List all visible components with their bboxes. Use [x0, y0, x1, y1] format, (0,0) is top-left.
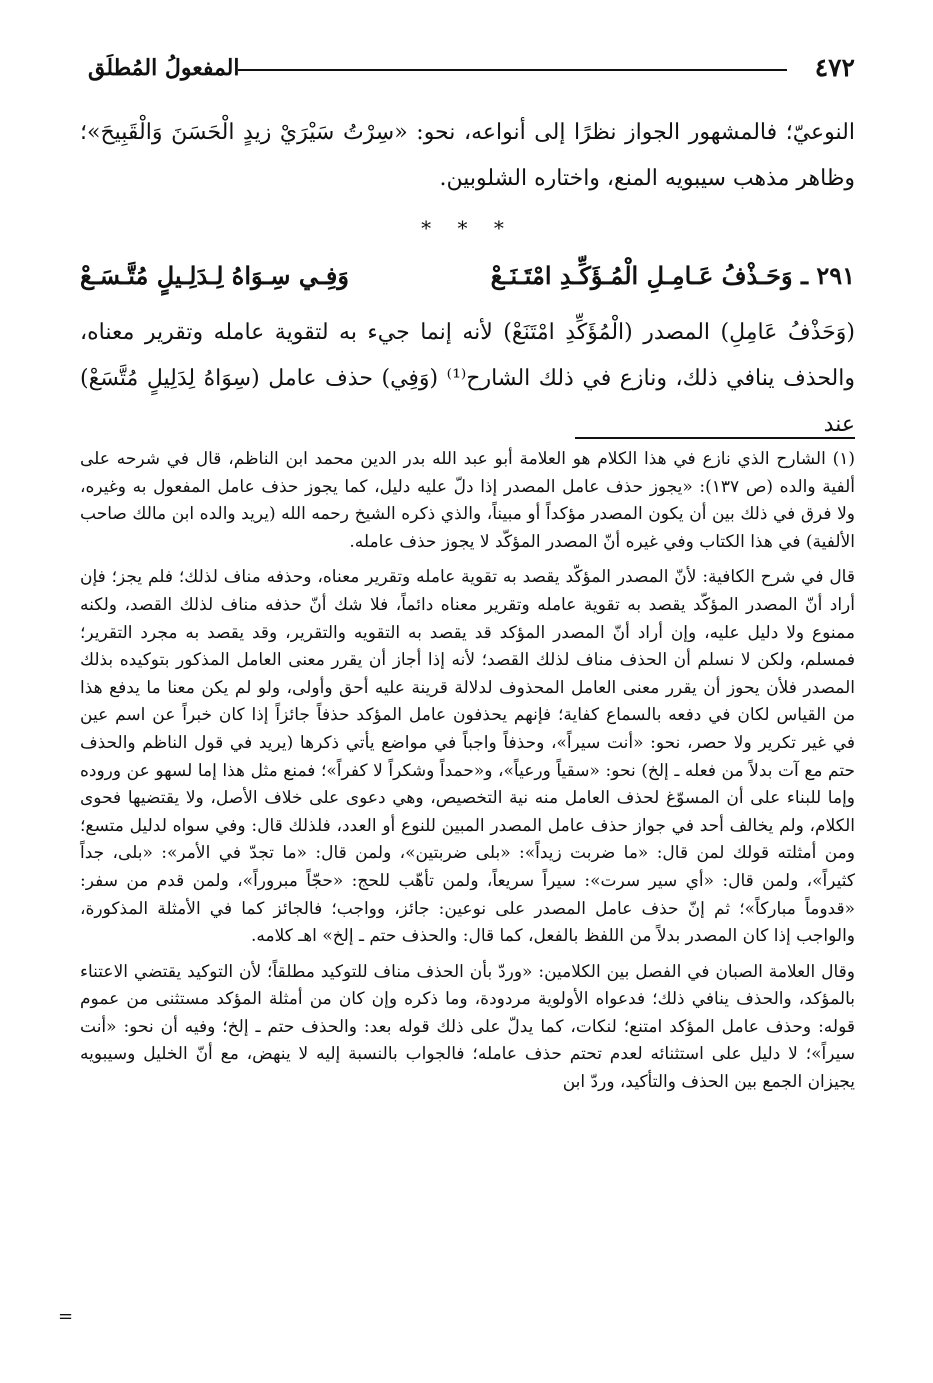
footnote-paragraph-3: وقال العلامة الصبان في الفصل بين الكلامين: «وردّ بأن الحذف مناف للتوكيد مطلقاً؛ لأن التوكيد يقتضي الاعتناء بالمؤكد، والحذف ينافي ذلك؛ فدعواه الأولوية مردودة، وما ذكره وإن كان من أمثلة المؤكد مستثنى من عموم قوله: وحذف عامل المؤكد امتنع؛ لنكات، كما يدلّ على ذلك قوله بعد: والحذف حتم ـ إلخ؛ وفيه أن نحو: «أنت سيراً»؛ لا دليل على استثنائه لعدم تحتم حذف عامله؛ فالجواب بالنسبة إليه لا ينهض، مع أنّ الخليل وسيبويه يجيزان الجمع بين الحذف والتأكيد، وردّ ابن	[80, 961, 855, 1093]
footnote-separator	[575, 437, 855, 439]
header-rule	[238, 69, 787, 71]
running-title: المفعولُ المُطلَق	[88, 55, 240, 81]
section-separator: * * *	[421, 216, 514, 240]
main-text	[80, 110, 855, 448]
footnotes	[80, 446, 855, 1105]
paragraph-2: (وَحَذْفُ عَامِلِ) المصدر (الْمُؤَكِّدِ امْتَنَعْ) لأنه إنما جيء به لتقوية عامله وتقرير معناه، والحذف ينافي ذلك، ونازع في ذلك الشارح⁽¹⁾ (وَفِي) حذف عامل (سِوَاهُ لِدَلِيلٍ مُتَّسَعْ) عند	[80, 320, 855, 437]
verse-291	[80, 250, 855, 302]
verse-second-hemistich: وَفِـي سِـوَاهُ لِـدَلِـيلٍ مُتَّـسَـعْ	[80, 261, 349, 290]
continuation-mark: =	[58, 1306, 74, 1327]
page-header	[88, 48, 855, 88]
verse-first-hemistich: ٢٩١ ـ وَحَـذْفُ عَـامِـلِ الْمُـؤَكِّـدِ امْتَـنَـعْ	[490, 261, 855, 290]
paragraph-1: النوعيّ؛ فالمشهور الجواز نظرًا إلى أنواعه، نحو: «سِرْتُ سَيْرَيْ زيدٍ الْحَسَنَ وَالْقَبِيحَ»؛ وظاهر مذهب سيبويه المنع، واختاره الشلوبين.	[80, 120, 855, 191]
footnote-1: (١) الشارح الذي نازع في هذا الكلام هو العلامة أبو عبد الله بدر الدين محمد ابن الناظم، قال في شرحه على ألفية والده (ص ١٣٧): «يجوز حذف عامل المصدر إذا دلّ عليه دليل، كما يجوز حذف عامل المفعول به وغيره، ولا فرق في ذلك بين أن يكون المصدر مؤكداً أو مبيناً، والذي ذكره الشيخ رحمه الله (يريد والده ابن مالك صاحب الألفية) في هذا الكتاب وفي غيره أنّ المصدر المؤكّد لا يجوز حذف عامله.	[80, 449, 855, 552]
footnote-paragraph-2: قال في شرح الكافية: لأنّ المصدر المؤكّد يقصد به تقوية عامله وتقرير معناه، وحذفه مناف لذلك؛ فلم يجز؛ فإن أراد أنّ المصدر المؤكّد يقصد به تقوية عامله وتقرير معناه دائماً، فلا شك أنّ حذفه مناف لذلك القصد، ولكنه ممنوع ولا دليل عليه، وإن أراد أنّ المصدر المؤكد قد يقصد به التقويه والتقرير، وقد يقصد به مجرد التقرير؛ فمسلم، ولكن لا نسلم أن الحذف مناف لذلك القصد؛ لأنه إذا أجاز أن يقرر معنى العامل المذكور بتوكيده بذلك المصدر فلأن يحوز أن يقرر معنى العامل المحذوف لدلالة قرينة عليه أحق وأولى، ولو لم يكن معنا ما يدفع هذا من القياس لكان في دفعه بالسماع كفاية؛ فإنهم يحذفون عامل المؤكد حذفاً جائزاً إذا كان خبراً عن اسم عين في غير تكرير ولا حصر، نحو: «أنت سيراً»، وحذفاً واجباً في مواضع يأتي ذكرها (يريد في قول الناظم والحذف حتم مع آت بدلاً من فعله ـ إلخ) نحو: «سقياً ورعياً»، و«حمداً وشكراً لا كفراً»؛ فمنع مثل هذا إما لسهو عن وروده وإما للبناء على أن المسوّغ لحذف العامل منه نية التخصيص، وهي دعوى على خلاف الأصل، ولا يقتضيها فحوى الكلام، ولم يخالف أحد في جواز حذف عامل المصدر المبين للنوع أو العدد، فلذلك قال: وفي سواه لدليل متسع؛ ومن أمثلته قولك لمن قال: «ما ضربت زيداً»: «بلى ضربتين»، ولمن قال: «ما تجدّ في الأمر»: «بلى، جداً كثيراً»، ولمن قال: «أي سير سرت»: سيراً سريعاً، ولمن تأهّب للحج: «حجّاً مبروراً»، ولمن قدم من سفر: «قدوماً مباركاً»؛ ثم إنّ حذف عامل المصدر على نوعين: جائز، وواجب؛ فالجائز كما في الأمثلة المذكورة، والواجب إذا كان المصدر بدلاً من اللفظ بالفعل، كما قال: والحذف حتم ـ إلخ» اهـ كلامه.	[80, 567, 855, 947]
page-number: ٤٧٢	[814, 53, 855, 82]
